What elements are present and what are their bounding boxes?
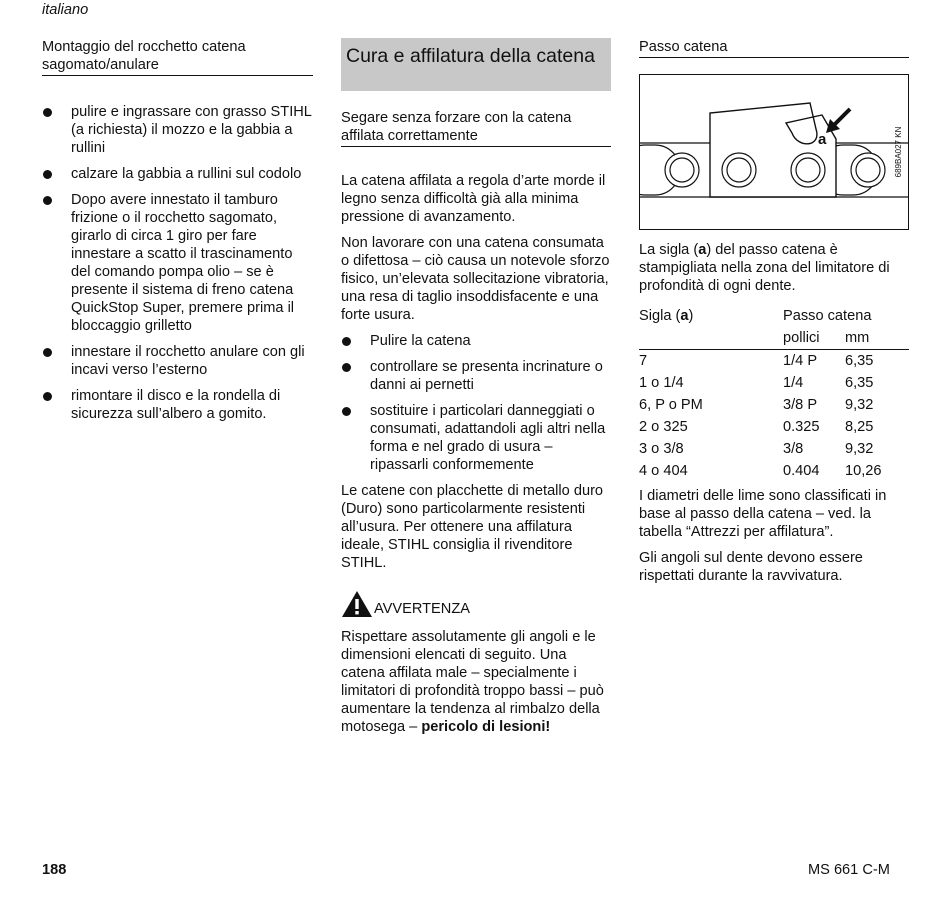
column-chain-pitch: [639, 38, 909, 585]
table-row: 4 o 404 0.404 10,26: [639, 463, 882, 479]
paragraph: Gli angoli sul dente devono essere rispettati durante la ravvivatura.: [639, 550, 863, 584]
chain-pitch-figure: [639, 74, 909, 230]
paragraph: Le catene con placchette di metallo duro (Duro) sono particolarmente resistenti all’usura. Per ottenere una affilatura ideale, STIHL consiglia il rivenditore STIHL.: [341, 483, 604, 571]
bullet-icon: [43, 392, 52, 401]
table-row: 3 o 3/8 3/8 9,32: [639, 441, 874, 457]
chain-care-steps: [341, 332, 611, 474]
bullet-icon: [43, 170, 52, 179]
list-item: innestare il rocchetto anulare con gli incavi verso l’esterno: [42, 343, 313, 379]
list-item: pulire e ingrassare con grasso STIHL (a richiesta) il mozzo e la gabbia a rullini: [42, 103, 313, 157]
column-chain-care: [341, 38, 611, 736]
chain-diagram-image: [640, 75, 908, 229]
list-item: controllare se presenta incrinature o danni ai pernetti: [341, 358, 611, 394]
chain-care-subheading: Segare senza forzare con la catena affilata correttamente: [341, 109, 611, 147]
table-header: Passo catena: [783, 308, 872, 324]
table-subheader-row: [639, 327, 909, 350]
list-item: Dopo avere innestato il tamburo frizione o il rocchetto sagomato, girarlo di circa 1 giro per fare innestare a scatto il trascinamento del comando pompa olio – se è presente il sistema di freno catena QuickStop Super, premere prima il bloccaggio grilletto: [42, 191, 313, 335]
pitch-heading: Passo catena: [639, 38, 909, 58]
bullet-icon: [43, 348, 52, 357]
list-item: calzare la gabbia a rullini sul codolo: [42, 165, 313, 183]
pitch-table: [639, 305, 909, 482]
bullet-icon: [342, 363, 351, 372]
language-label: italiano: [42, 2, 89, 18]
section-title: Cura e affilatura della catena: [341, 38, 611, 91]
warning-header: [341, 590, 611, 618]
figure-code: 689BA027 KN: [894, 126, 903, 178]
table-row: 6, P o PM 3/8 P 9,32: [639, 397, 874, 413]
assembly-steps: [42, 103, 313, 423]
bullet-icon: [43, 108, 52, 117]
warning-emphasis: pericolo di lesioni!: [421, 719, 551, 735]
table-header-row: Sigla (a) Passo catena: [639, 305, 909, 327]
paragraph: La catena affilata a regola d’arte morde il legno senza difficoltà già alla minima pressione di avanzamento.: [341, 173, 606, 225]
list-item: rimontare il disco e la rondella di sicurezza sull’albero a gomito.: [42, 387, 313, 423]
bullet-icon: [342, 337, 351, 346]
table-header: mm: [845, 327, 909, 350]
list-item: Pulire la catena: [341, 332, 611, 350]
model-name: MS 661 C-M: [808, 862, 890, 878]
table-row: 1 o 1/4 1/4 6,35: [639, 375, 874, 391]
warning-text: Rispettare assolutamente gli angoli e le dimensioni elencati di seguito. Una catena affilata male – specialmente i limitatori di profondità troppo bassi – può aumentare la tendenza al rimbalzo della motosega – pericolo di lesioni!: [341, 629, 604, 735]
table-header: pollici: [783, 327, 845, 350]
page-number: 188: [42, 862, 67, 878]
table-row: 7 1/4 P 6,35: [639, 353, 874, 369]
table-row: 2 o 325 0.325 8,25: [639, 419, 874, 435]
figure-label: a: [818, 131, 827, 148]
paragraph: I diametri delle lime sono classificati in base al passo della catena – ved. la tabella “Attrezzi per affilatura”.: [639, 488, 887, 540]
bullet-icon: [43, 196, 52, 205]
bullet-icon: [342, 407, 351, 416]
assembly-heading: Montaggio del rocchetto catena sagomato/anulare: [42, 38, 313, 76]
column-assembly: [42, 38, 313, 431]
paragraph: Non lavorare con una catena consumata o difettosa – ciò causa un notevole sforzo fisico, un’elevata sollecitazione vibratoria, una resa di taglio insoddisfacente e una forte usura.: [341, 235, 610, 323]
warning-label: AVVERTENZA: [374, 601, 470, 617]
warning-triangle-icon: [341, 590, 373, 618]
list-item: sostituire i particolari danneggiati o consumati, adattandoli agli altri nella forma e nel grado di usura – ripassarli conformemente: [341, 402, 611, 474]
paragraph: La sigla (a) del passo catena è stampigliata nella zona del limitatore di profondità di ogni dente.: [639, 242, 890, 294]
